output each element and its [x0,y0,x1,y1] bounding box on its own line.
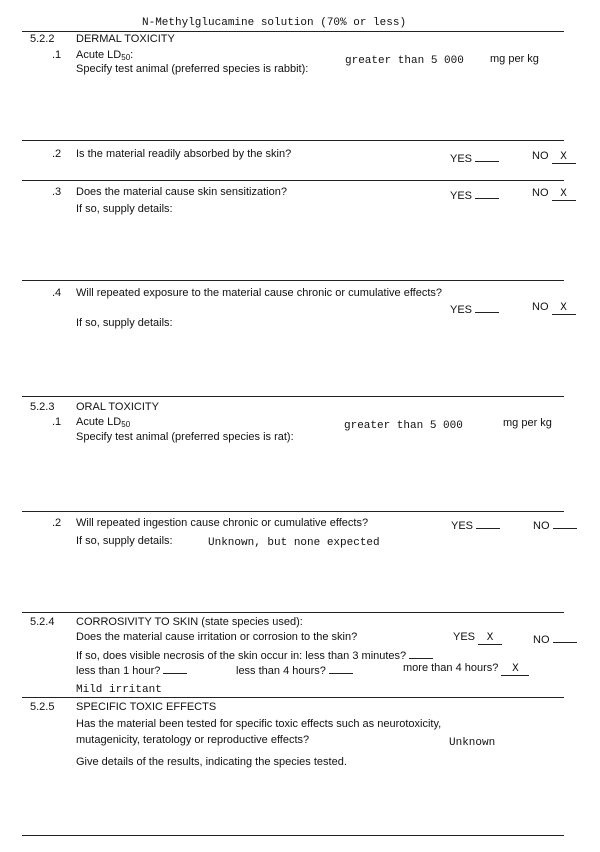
item-number: .4 [52,287,62,299]
option-less-4h: less than 4 hours? [236,662,353,678]
ld50-label: Acute $LD_{50}$ [76,416,131,429]
section-heading: CORROSIVITY TO SKIN (state species used): [76,616,303,628]
section-number: 5.2.4 [30,616,55,628]
item-number: .2 [52,148,62,160]
divider [22,31,564,32]
item-number: .1 [52,416,62,428]
no-option: NO [533,517,577,533]
less-4h-blank[interactable] [329,662,353,674]
divider [22,396,564,397]
divider [22,180,564,181]
specific-answer: Unknown [449,737,496,749]
ld50-unit: mg per kg [490,53,539,65]
necrosis-3min-blank[interactable] [409,647,433,659]
divider [22,140,564,141]
option-more-4h: more than 4 hours? X [403,662,529,676]
divider [22,511,564,512]
corrosivity-answer: Mild irritant [76,684,162,696]
section-heading: SPECIFIC TOXIC EFFECTS [76,701,217,713]
yes-blank[interactable] [475,301,499,313]
details-prompt: If so, supply details: [76,535,173,547]
yes-option: YES [450,150,499,166]
no-blank[interactable] [553,517,577,529]
ld50-value: greater than 5 000 [344,420,463,432]
no-blank[interactable]: X [552,152,576,164]
details-prompt: If so, supply details: [76,317,173,329]
details-prompt: Give details of the results, indicating the species tested. [76,756,347,768]
divider [22,835,564,836]
ld50-label: Acute $LD_{50}$: [76,49,134,62]
yes-option: YES [451,517,500,533]
yes-blank[interactable] [476,517,500,529]
divider [22,280,564,281]
yes-blank[interactable] [475,150,499,162]
details-answer: Unknown, but none expected [208,537,380,549]
specify-animal: Specify test animal (preferred species is rat): [76,431,294,443]
yes-blank[interactable] [475,187,499,199]
no-option: NO X [532,301,576,315]
form-title: N-Methylglucamine solution (70% or less) [142,17,407,29]
item-number: .3 [52,186,62,198]
question-absorbed: Is the material readily absorbed by the skin? [76,148,292,160]
section-heading: ORAL TOXICITY [76,401,159,413]
details-prompt: If so, supply details: [76,203,173,215]
divider [22,697,564,698]
section-number: 5.2.3 [30,401,55,413]
more-4h-blank[interactable]: X [501,664,529,676]
question-line-2: mutagenicity, teratology or reproductive effects? [76,734,310,746]
question-repeated-exposure: Will repeated exposure to the material cause chronic or cumulative effects? [76,287,443,299]
question-irritation: Does the material cause irritation or corrosion to the skin? [76,631,358,643]
no-blank[interactable]: X [552,189,576,201]
item-number: .2 [52,517,62,529]
no-option: NO [533,631,577,647]
yes-option: YES X [453,631,502,645]
item-number: .1 [52,49,62,61]
less-1h-blank[interactable] [163,662,187,674]
question-sensitization: Does the material cause skin sensitization? [76,186,287,198]
yes-option: YES [450,301,499,317]
question-repeated-ingestion: Will repeated ingestion cause chronic or cumulative effects? [76,517,369,529]
ld50-unit: mg per kg [503,417,552,429]
no-blank[interactable]: X [552,303,576,315]
divider [22,612,564,613]
necrosis-prompt: If so, does visible necrosis of the skin occur in: less than 3 minutes? [76,647,433,663]
yes-option: YES [450,187,499,203]
ld50-value: greater than 5 000 [345,55,464,67]
section-number: 5.2.5 [30,701,55,713]
no-option: NO X [532,187,576,201]
no-blank[interactable] [553,631,577,643]
no-option: NO X [532,150,576,164]
option-less-1h: less than 1 hour? [76,662,187,678]
question-line-1: Has the material been tested for specific toxic effects such as neurotoxicity, [76,718,442,730]
specify-animal: Specify test animal (preferred species is rabbit): [76,63,309,75]
yes-blank[interactable]: X [478,633,502,645]
section-heading: DERMAL TOXICITY [76,33,175,45]
section-number: 5.2.2 [30,33,55,45]
